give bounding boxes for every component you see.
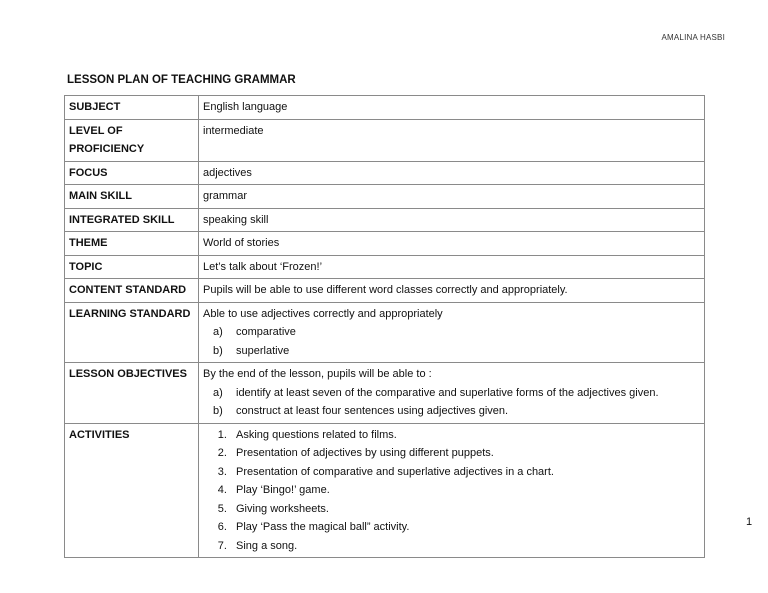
table-row [65,96,705,120]
learning-standard-list [203,323,700,360]
row-value: Pupils will be able to use different word classes correctly and appropriately. [199,279,705,303]
list-item: 6. Play ‘Pass the magical ball” activity. [230,518,700,537]
row-value: adjectives [199,161,705,185]
lesson-objectives-list [203,384,700,421]
learning-standard-text: Able to use adjectives correctly and appropriately [203,307,443,320]
document-title: LESSON PLAN OF TEACHING GRAMMAR [67,74,296,86]
table-row [65,423,705,558]
table-row [65,279,705,303]
list-item: comparative [236,326,296,338]
row-label: LEVEL OF PROFICIENCY [65,119,199,161]
row-label: CONTENT STANDARD [65,279,199,303]
activities-list [203,426,700,556]
row-value [199,302,705,363]
table-row [65,161,705,185]
list-item: 5. Giving worksheets. [230,500,700,519]
row-label: TOPIC [65,255,199,279]
row-value: English language [199,96,705,120]
row-label: INTEGRATED SKILL [65,208,199,232]
table-row [65,363,705,424]
table-row [65,208,705,232]
row-label: THEME [65,232,199,256]
row-value [199,363,705,424]
table-row [65,302,705,363]
row-label: MAIN SKILL [65,185,199,209]
row-label: FOCUS [65,161,199,185]
list-item: 3. Presentation of comparative and superlative adjectives in a chart. [230,463,700,482]
list-item: identify at least seven of the comparative and superlative forms of the adjectives given. [236,386,659,399]
lesson-objectives-text: By the end of the lesson, pupils will be able to : [203,368,432,380]
row-value: grammar [199,185,705,209]
list-item: 2. Presentation of adjectives by using different puppets. [230,444,700,463]
table-row [65,119,705,161]
row-value: intermediate [199,119,705,161]
row-label: ACTIVITIES [65,423,199,558]
row-label: LEARNING STANDARD [65,302,199,363]
lesson-plan-table [64,95,705,558]
table-row [65,185,705,209]
row-value [199,423,705,558]
list-item: superlative [236,344,290,357]
row-value: speaking skill [199,208,705,232]
row-value: Let’s talk about ‘Frozen!’ [199,255,705,279]
page-header-author: AMALINA HASBI [661,33,725,42]
list-item: 1. Asking questions related to films. [230,426,700,445]
row-value: World of stories [199,232,705,256]
list-item: 4. Play ‘Bingo!’ game. [230,481,700,500]
list-item: construct at least four sentences using adjectives given. [236,405,509,417]
page-number: 1 [746,516,753,528]
table-row [65,255,705,279]
table-row [65,232,705,256]
row-label: SUBJECT [65,96,199,120]
row-label: LESSON OBJECTIVES [65,363,199,424]
list-item: 7. Sing a song. [230,537,700,556]
